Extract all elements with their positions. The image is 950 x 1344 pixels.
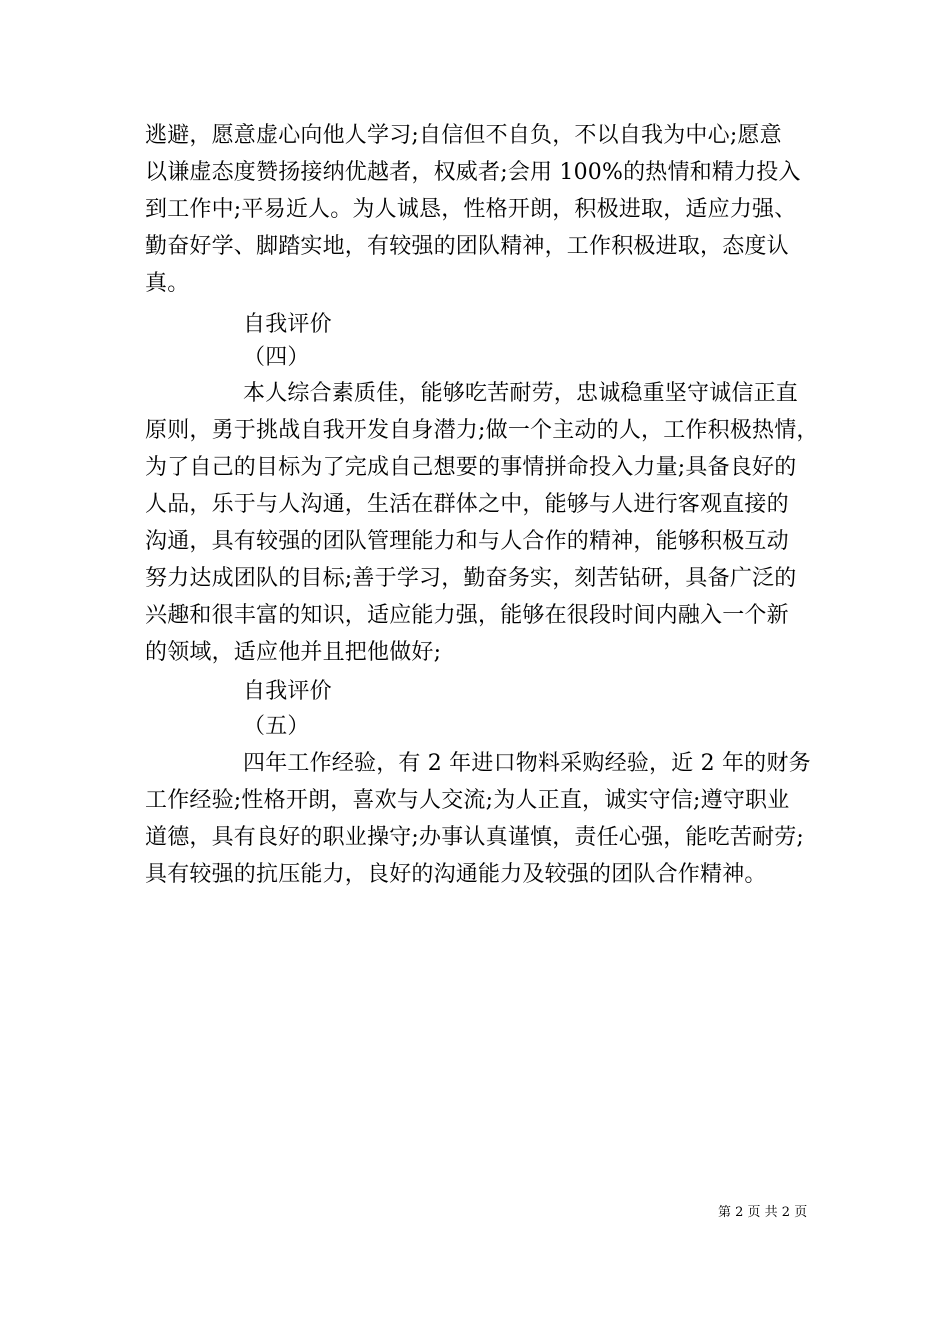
section-number: （四） bbox=[243, 345, 310, 370]
paragraph-line: 到工作中;平易近人。为人诚恳，性格开朗，积极进取，适应力强、 bbox=[145, 197, 797, 222]
paragraph-line: 四年工作经验，有 2 年进口物料采购经验，近 2 年的财务 bbox=[243, 751, 811, 776]
section-number: （五） bbox=[243, 714, 310, 739]
paragraph-line: 真。 bbox=[145, 271, 190, 296]
paragraph-line: 以谦虚态度赞扬接纳优越者，权威者;会用 100%的热情和精力投入 bbox=[145, 160, 801, 185]
section-heading: 自我评价 bbox=[243, 312, 332, 337]
paragraph-line: 勤奋好学、脚踏实地，有较强的团队精神，工作积极进取，态度认 bbox=[145, 234, 789, 259]
paragraph-line: 本人综合素质佳，能够吃苦耐劳，忠诚稳重坚守诚信正直 bbox=[243, 381, 799, 406]
paragraph-line: 道德，具有良好的职业操守;办事认真谨慎，责任心强，能吃苦耐劳; bbox=[145, 825, 805, 850]
paragraph-line: 为了自己的目标为了完成自己想要的事情拼命投入力量;具备良好的 bbox=[145, 455, 797, 480]
page-number-footer: 第 2 页 共 2 页 bbox=[718, 1205, 808, 1220]
paragraph-line: 兴趣和很丰富的知识，适应能力强，能够在很段时间内融入一个新 bbox=[145, 603, 789, 628]
paragraph-line: 努力达成团队的目标;善于学习，勤奋务实，刻苦钻研，具备广泛的 bbox=[145, 566, 797, 591]
paragraph-line: 的领域，适应他并且把他做好; bbox=[145, 640, 442, 665]
paragraph-line: 工作经验;性格开朗，喜欢与人交流;为人正直，诚实守信;遵守职业 bbox=[145, 788, 790, 813]
paragraph-line: 沟通，具有较强的团队管理能力和与人合作的精神，能够积极互动 bbox=[145, 529, 789, 554]
section-heading: 自我评价 bbox=[243, 679, 332, 704]
paragraph-line: 人品，乐于与人沟通，生活在群体之中，能够与人进行客观直接的 bbox=[145, 492, 789, 517]
paragraph-line: 逃避，愿意虚心向他人学习;自信但不自负，不以自我为中心;愿意 bbox=[145, 123, 782, 148]
paragraph-line: 具有较强的抗压能力，良好的沟通能力及较强的团队合作精神。 bbox=[145, 862, 767, 887]
paragraph-line: 原则，勇于挑战自我开发自身潜力;做一个主动的人，工作积极热情， bbox=[145, 418, 819, 443]
